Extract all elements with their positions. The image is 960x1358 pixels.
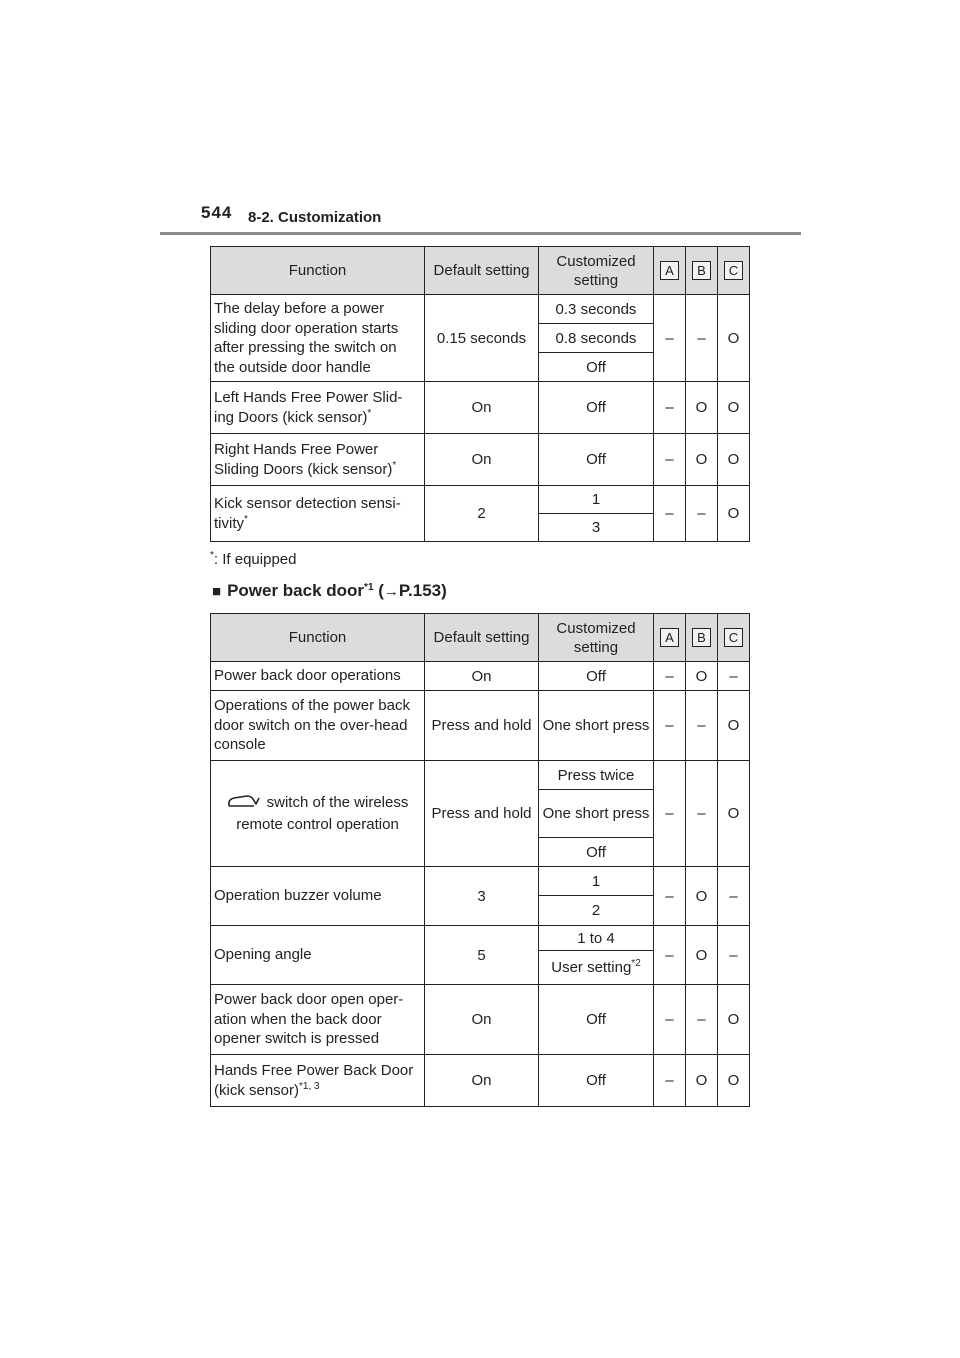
default-cell: On [425, 382, 539, 434]
footnote-text: : If equipped [213, 551, 297, 568]
b-cell: O [686, 926, 718, 985]
footnote-mark: * [244, 513, 248, 525]
table-row [211, 691, 750, 761]
option-cell: 2 [539, 896, 654, 926]
a-cell: – [654, 926, 686, 985]
a-cell: – [654, 985, 686, 1055]
square-bullet-icon: ■ [212, 583, 222, 600]
table-row [211, 382, 750, 434]
b-cell: – [686, 486, 718, 542]
b-cell: – [686, 295, 718, 382]
column-header-b [686, 614, 718, 662]
a-cell: – [654, 691, 686, 761]
function-text: Hands Free Power Back Door (kick sensor) [214, 1062, 414, 1099]
option-cell: 3 [539, 514, 654, 542]
sliding-door-settings-table [210, 246, 750, 542]
a-cell: – [654, 662, 686, 691]
function-cell [211, 761, 425, 867]
c-cell: O [718, 985, 750, 1055]
function-cell: The delay before a power sliding door operation starts after pressing the switch on the outside door handle [211, 295, 425, 382]
table-row [211, 1055, 750, 1107]
footnote-mark: *2 [631, 958, 641, 969]
page-number: 544 [201, 203, 233, 222]
table-row [211, 434, 750, 486]
b-cell: O [686, 382, 718, 434]
car-back-door-icon [227, 793, 261, 815]
power-back-door-heading [212, 581, 447, 601]
badge-a: A [660, 261, 679, 280]
function-text: Right Hands Free Power Sliding Doors (kick sensor) [214, 441, 393, 478]
a-cell: – [654, 295, 686, 382]
table-row [211, 985, 750, 1055]
function-cell [211, 1055, 425, 1107]
default-cell: On [425, 1055, 539, 1107]
default-cell: On [425, 662, 539, 691]
b-cell: – [686, 761, 718, 867]
column-header-default: Default setting [425, 614, 539, 662]
footnote-mark: *1 [364, 582, 374, 593]
table-row [211, 486, 750, 514]
table-row [211, 662, 750, 691]
column-header-customized: Customized setting [539, 247, 654, 295]
a-cell: – [654, 1055, 686, 1107]
function-text: Left Hands Free Power Slid-ing Doors (kick sensor) [214, 389, 403, 426]
c-cell: O [718, 295, 750, 382]
c-cell: – [718, 662, 750, 691]
c-cell: O [718, 691, 750, 761]
badge-b: B [692, 628, 711, 647]
column-header-a [654, 614, 686, 662]
table-row [211, 295, 750, 324]
b-cell: – [686, 985, 718, 1055]
function-cell [211, 434, 425, 486]
option-cell: One short press [539, 790, 654, 838]
option-cell: 0.3 seconds [539, 295, 654, 324]
c-cell: – [718, 867, 750, 926]
c-cell: – [718, 926, 750, 985]
header-rule [160, 232, 801, 235]
default-cell: On [425, 434, 539, 486]
column-header-b [686, 247, 718, 295]
c-cell: O [718, 486, 750, 542]
function-cell: Operations of the power back door switch on the over-head console [211, 691, 425, 761]
c-cell: O [718, 382, 750, 434]
function-cell: Opening angle [211, 926, 425, 985]
column-header-default: Default setting [425, 247, 539, 295]
default-cell: Press and hold [425, 761, 539, 867]
column-header-a [654, 247, 686, 295]
b-cell: O [686, 662, 718, 691]
option-cell: 0.8 seconds [539, 324, 654, 353]
column-header-c [718, 614, 750, 662]
footnote-mark: * [392, 459, 397, 471]
column-header-function: Function [211, 614, 425, 662]
reference-open-paren: ( [378, 581, 384, 600]
function-text: Kick sensor detection sensi-tivity [214, 495, 401, 532]
heading-text: Power back door [227, 581, 365, 600]
a-cell: – [654, 486, 686, 542]
footnote-mark: * [210, 550, 214, 561]
option-cell: Off [539, 838, 654, 867]
column-header-c [718, 247, 750, 295]
b-cell: O [686, 434, 718, 486]
b-cell: O [686, 1055, 718, 1107]
c-cell: O [718, 434, 750, 486]
column-header-function: Function [211, 247, 425, 295]
b-cell: – [686, 691, 718, 761]
table-header-row [211, 247, 750, 295]
option-cell: Off [539, 1055, 654, 1107]
default-cell: 2 [425, 486, 539, 542]
option-cell: Off [539, 434, 654, 486]
function-cell [211, 486, 425, 542]
option-cell: Off [539, 382, 654, 434]
table-header-row [211, 614, 750, 662]
a-cell: – [654, 434, 686, 486]
a-cell: – [654, 867, 686, 926]
table-row [211, 761, 750, 790]
option-cell: Off [539, 985, 654, 1055]
table-row [211, 867, 750, 896]
footnote-mark: *1, 3 [299, 1080, 320, 1092]
badge-c: C [724, 261, 743, 280]
option-cell: Press twice [539, 761, 654, 790]
option-text: User setting [551, 959, 632, 976]
option-cell: 1 [539, 486, 654, 514]
page-header [201, 201, 801, 235]
back-door-settings-table [210, 613, 750, 1107]
table-row [211, 926, 750, 951]
default-cell: Press and hold [425, 691, 539, 761]
option-cell: Off [539, 353, 654, 382]
badge-b: B [692, 261, 711, 280]
option-cell: 1 [539, 867, 654, 896]
default-cell: On [425, 985, 539, 1055]
function-cell: Operation buzzer volume [211, 867, 425, 926]
default-cell: 5 [425, 926, 539, 985]
option-cell [539, 951, 654, 985]
column-header-customized: Customized setting [539, 614, 654, 662]
default-cell: 0.15 seconds [425, 295, 539, 382]
function-cell: Power back door operations [211, 662, 425, 691]
a-cell: – [654, 382, 686, 434]
default-cell: 3 [425, 867, 539, 926]
page-reference[interactable] [378, 581, 447, 600]
a-cell: – [654, 761, 686, 867]
function-cell: Power back door open oper-ation when the back door opener switch is pressed [211, 985, 425, 1055]
footnote [210, 551, 296, 568]
badge-c: C [724, 628, 743, 647]
c-cell: O [718, 761, 750, 867]
badge-a: A [660, 628, 679, 647]
option-cell: 1 to 4 [539, 926, 654, 951]
option-cell: One short press [539, 691, 654, 761]
function-cell [211, 382, 425, 434]
right-arrow-icon: → [383, 583, 399, 600]
option-cell: Off [539, 662, 654, 691]
b-cell: O [686, 867, 718, 926]
c-cell: O [718, 1055, 750, 1107]
function-text: switch of the wireless remote control operation [236, 794, 409, 833]
footnote-mark: * [367, 407, 372, 419]
section-title: 8-2. Customization [248, 209, 382, 226]
reference-page: P.153) [398, 581, 447, 600]
